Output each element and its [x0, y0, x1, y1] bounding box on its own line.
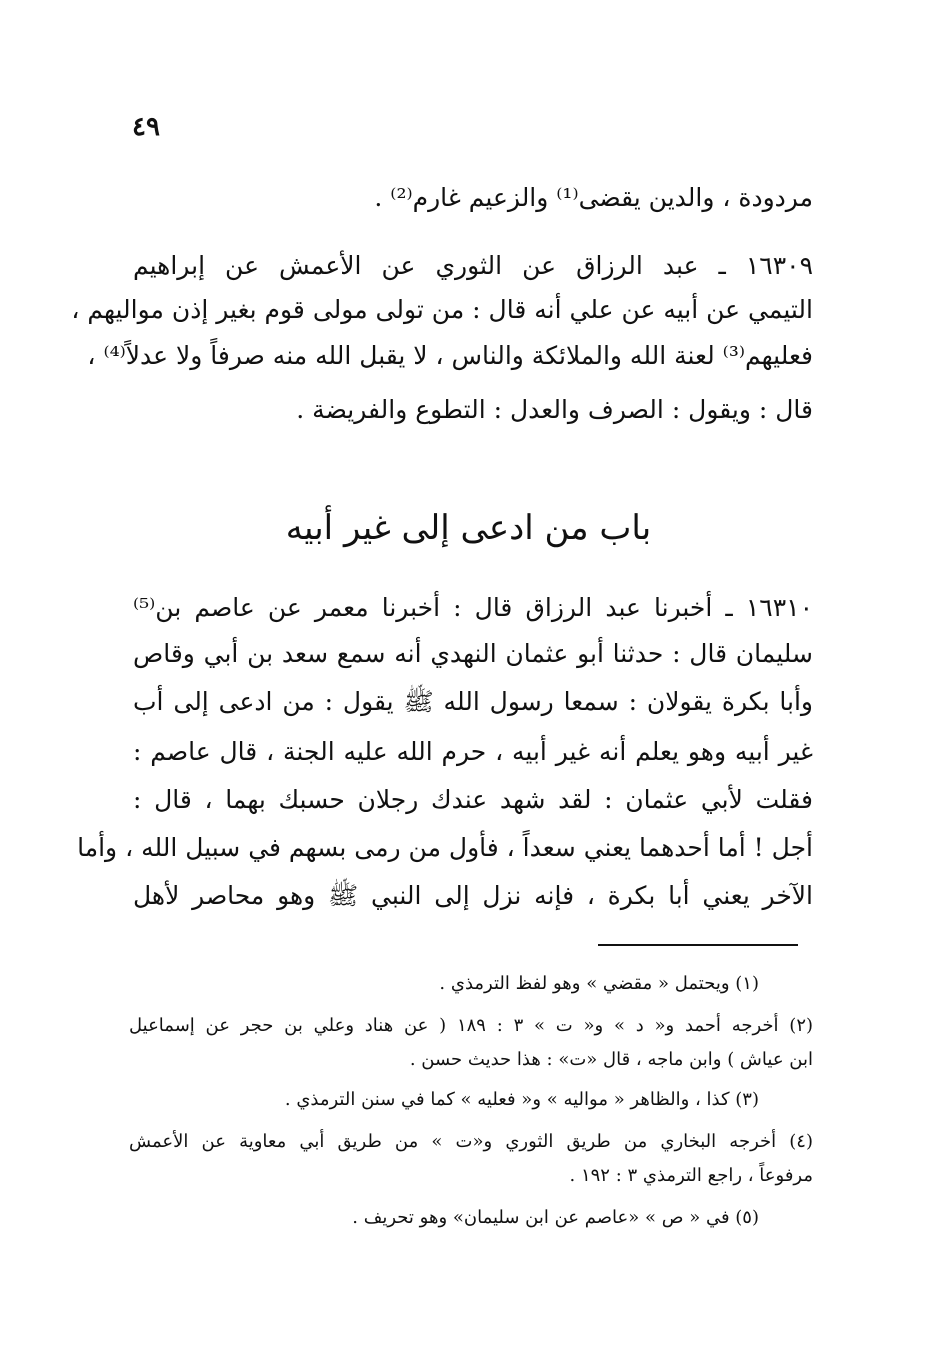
hadith-16310-line-1: ١٦٣١٠ ـ أخبرنا عبد الرزاق قال : أخبرنا معمر عن عاصم بن⁽⁵⁾	[133, 593, 813, 622]
footnote-2-line-2: ابن عياش ) وابن ماجه ، قال «ت» : هذا حديث حسن .	[409, 1049, 813, 1070]
hadith-16310-line-5: فقلت لأبي عثمان : لقد شهد عندك رجلان حسبك بهما ، قال :	[133, 785, 813, 814]
hadith-16310-line-7: الآخر يعني أبا بكرة ، فإنه نزل إلى النبي ﷺ وهو محاصر لأهل	[133, 881, 813, 910]
footnote-5: (٥) في « ص » «عاصم عن ابن سليمان» وهو تحريف .	[352, 1207, 759, 1228]
continuation-line: مردودة ، والدين يقضى⁽¹⁾ والزعيم غارم⁽²⁾ .	[374, 183, 813, 212]
hadith-16309-line-2: التيمي عن أبيه عن علي أنه قال : من تولى مولى قوم بغير إذن مواليهم ،	[71, 295, 813, 324]
hadith-16309-line-1: ١٦٣٠٩ ـ عبد الرزاق عن الثوري عن الأعمش عن إبراهيم	[133, 251, 813, 280]
footnote-4-line-1: (٤) أخرجه البخاري من طريق الثوري و«ت » من طريق أبي معاوية عن الأعمش	[129, 1131, 813, 1152]
footnote-2-line-1: (٢) أخرجه أحمد و« د » و« ت » ٣ : ١٨٩ ( عن هناد وعلي بن حجر عن إسماعيل	[129, 1015, 814, 1036]
footnote-1: (١) ويحتمل « مقضي » وهو لفظ الترمذي .	[439, 973, 759, 994]
footnote-4-line-2: مرفوعاً ، راجع الترمذي ٣ : ١٩٢ .	[569, 1165, 813, 1186]
hadith-16310-line-2: سليمان قال : حدثنا أبو عثمان النهدي أنه سمع سعد بن أبي وقاص	[133, 639, 813, 668]
hadith-16309-line-3: فعليهم⁽³⁾ لعنة الله والملائكة والناس ، لا يقبل الله منه صرفاً ولا عدلاً⁽⁴⁾ ،	[87, 341, 813, 370]
page-number: ٤٩	[132, 112, 160, 142]
footnote-separator	[598, 944, 798, 946]
chapter-heading: باب من ادعى إلى غير أبيه	[285, 508, 652, 548]
footnote-3: (٣) كذا ، والظاهر « مواليه » و« فعليه » كما في سنن الترمذي .	[284, 1089, 759, 1110]
hadith-16310-line-3: وأبا بكرة يقولان : سمعا رسول الله ﷺ يقول : من ادعى إلى أب	[133, 687, 813, 716]
hadith-16310-line-6: أجل ! أما أحدهما يعني سعداً ، فأول من رمى بسهم في سبيل الله ، وأما	[77, 833, 813, 862]
hadith-16309-line-4: قال : ويقول : الصرف والعدل : التطوع والفريضة .	[296, 395, 813, 424]
hadith-16310-line-4: غير أبيه وهو يعلم أنه غير أبيه ، حرم الله عليه الجنة ، قال عاصم :	[133, 737, 813, 766]
